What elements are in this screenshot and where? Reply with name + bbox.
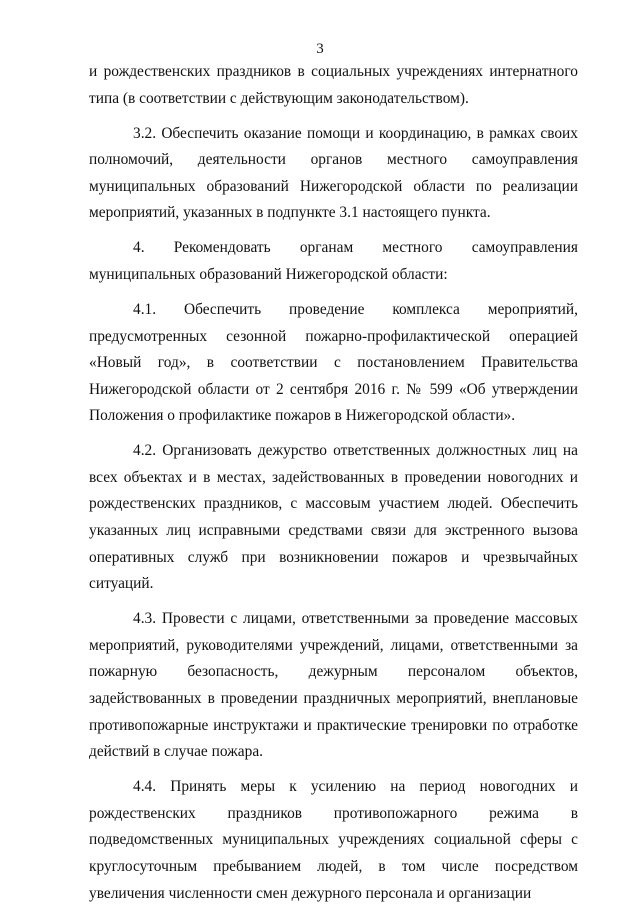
paragraph-4-3: 4.3. Провести с лицами, ответственными за проведение массовых мероприятий, руководителями учреждений, лицами, ответственными за пожарную безопасность, дежурным персоналом объектов, задействованных в проведении праздничных мероприятий, внеплановые противопожарные инструктажи и практические тренировки по отработке действий в случае пожара. <box>89 610 578 761</box>
paragraph-4: 4. Рекомендовать органам местного самоуправления муниципальных образований Нижегородской области: <box>89 239 578 283</box>
paragraph-4-4: 4.4. Принять меры к усилению на период новогодних и рождественских праздников противопожарного режима в подведомственных муниципальных учреждениях социальной сферы с круглосуточным пребыванием людей, в том числе посредством увеличения численности смен дежурного персонала и организации <box>89 778 578 902</box>
paragraph-continuation-3-1: и рождественских праздников в социальных учреждениях интернатного типа (в соответствии с действующим законодательством). <box>89 63 578 107</box>
paragraph-3-2: 3.2. Обеспечить оказание помощи и координацию, в рамках своих полномочий, деятельности органов местного самоуправления муниципальных образований Нижегородской области по реализации мероприятий, указанных в подпункте 3.1 настоящего пункта. <box>89 124 578 222</box>
document-body <box>89 59 578 907</box>
page-number: 3 <box>316 41 324 57</box>
paragraph-4-2: 4.2. Организовать дежурство ответственных должностных лиц на всех объектах и в местах, задействованных в проведении новогодних и рождественских праздников, с массовым участием людей. Обеспечить указанных лиц исправными средствами связи для экстренного вызова оперативных служб при возникновении пожаров и чрезвычайных ситуаций. <box>89 442 578 593</box>
paragraph-4-1: 4.1. Обеспечить проведение комплекса мероприятий, предусмотренных сезонной пожарно-профилактической операцией «Новый год», в соответствии с постановлением Правительства Нижегородской области от 2 сентября 2016 г. № 599 «Об утверждении Положения о профилактике пожаров в Нижегородской области». <box>89 300 578 425</box>
